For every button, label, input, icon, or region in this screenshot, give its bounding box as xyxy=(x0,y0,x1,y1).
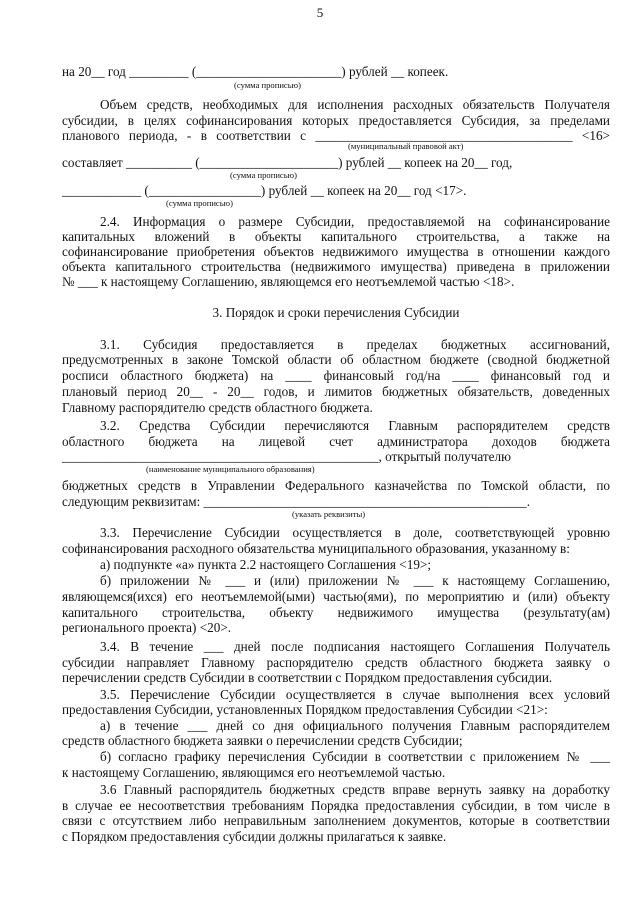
text-line: софинансирования расходного обязательства муниципального образования, указанному в: xyxy=(62,541,570,556)
text-line: б) согласно графику перечисления Субсидии в соответствии с приложением № ___ xyxy=(100,749,610,764)
text-line: Объем средств, необходимых для исполнения расходных обязательств Получателя xyxy=(100,97,610,112)
section-heading: 3. Порядок и сроки перечисления Субсидии xyxy=(212,305,460,320)
caption-requisites: (указать реквизиты) xyxy=(292,509,366,519)
text-line: субсидии направляет Главному распорядителю средств областного бюджета заявку о xyxy=(62,655,610,670)
text-line: ____________ (_________________) рублей __ копеек на 20__ год <17>. xyxy=(62,183,467,198)
text-line: № ___ к настоящему Соглашению, являющемся его неотъемлемой частью <18>. xyxy=(62,274,515,289)
text-line: предоставления Субсидии, установленных Порядком предоставления Субсидии <21>: xyxy=(62,702,548,717)
text-line: Главному распорядителю средств областного бюджета. xyxy=(62,400,373,415)
text-line: б) приложении № ___ и (или) приложении № ___ к настоящему Соглашению, xyxy=(100,573,610,588)
text-line: 3.2. Средства Субсидии перечисляются Главным распорядителем средств xyxy=(100,418,610,433)
text-line: а) в течение ___ дней со дня официального получения Главным распорядителем xyxy=(100,718,610,733)
caption-legal-act: (муниципальный правовой акт) xyxy=(348,141,464,151)
text-line: 2.4. Информация о размере Субсидии, предоставляемой на софинансирование xyxy=(100,214,610,229)
text-line: регионального проекта) <20>. xyxy=(62,620,232,635)
text-line: 3.4. В течение ___ дней после подписания настоящего Соглашения Получатель xyxy=(100,639,610,654)
text-line: на 20__ год _________ (______________________) рублей __ копеек. xyxy=(62,64,449,79)
text-line: перечислении средств Субсидии в соответствии с Порядком предоставления субсидии. xyxy=(62,670,553,685)
text-line: к настоящему Соглашению, являющимся его неотъемлемой частью. xyxy=(62,765,446,780)
text-line: составляет __________ (_____________________) рублей __ копеек на 20__ год, xyxy=(62,155,513,170)
text-line: а) подпункте «а» пункта 2.2 настоящего Соглашения <19>; xyxy=(100,557,432,572)
text-line: планового периода, - в соответствии с _______________________________________ <16> xyxy=(62,128,610,143)
text-line: бюджетных средств в Управлении Федерального казначейства по Томской области, по xyxy=(62,478,610,493)
text-line: областного бюджета на лицевой счет администратора доходов бюджета xyxy=(62,434,610,449)
text-line: 3.5. Перечисление Субсидии осуществляется в случае выполнения всех условий xyxy=(100,687,610,702)
page-number: 5 xyxy=(316,5,324,20)
text-line: с Порядком предоставления субсидии должны прилагаться к заявке. xyxy=(62,829,447,844)
text-line: объекта капитального строительства (недвижимого имущества) приведена в приложении xyxy=(62,259,610,274)
text-line: связи с отсутствием либо неправильным заполнением документов, которые в соответствии xyxy=(62,813,610,828)
text-line: ________________________________________________, открытый получателю xyxy=(62,449,511,464)
text-line: следующим реквизитам: _________________________________________________. xyxy=(62,494,531,509)
text-line: субсидии, в целях софинансирования которых предоставляется Субсидия, за пределами xyxy=(62,113,610,128)
text-line: плановый период 20__ - 20__ годов, и лимитов бюджетных обязательств, доведенных xyxy=(62,384,610,399)
caption-municipality-name: (наименование муниципального образования) xyxy=(146,464,315,474)
caption-amount-words: (сумма прописью) xyxy=(234,80,301,90)
text-line: предусмотренных в законе Томской области об областном бюджете (сводной бюджетной xyxy=(62,352,610,367)
text-line: в случае ее несоответствия требованиям Порядка предоставления субсидии, в том числе в xyxy=(62,798,610,813)
text-line: средств областного бюджета заявки о перечислении средств Субсидии; xyxy=(62,733,463,748)
text-line: 3.6 Главный распорядитель бюджетных средств вправе вернуть заявку на доработку xyxy=(100,782,610,797)
text-line: капитального строительства, объекту недвижимого имущества (результату(ам) xyxy=(62,605,610,620)
text-line: 3.3. Перечисление Субсидии осуществляется в доле, соответствующей уровню xyxy=(100,525,610,540)
text-line: росписи областного бюджета) на ____ финансовый год/на ____ финансовый год и xyxy=(62,368,610,383)
text-line: софинансирование приобретения объектов недвижимого имущества в отношении каждого xyxy=(62,244,610,259)
text-line: являющемся(ихся) его неотъемлемой(ыми) частью(ями), по мероприятию и (или) объекту xyxy=(62,589,610,604)
text-line: 3.1. Субсидия предоставляется в пределах бюджетных ассигнований, xyxy=(100,337,610,352)
caption-amount-words: (сумма прописью) xyxy=(230,170,297,180)
text-line: капитальных вложений в объекты капитального строительства, а также на xyxy=(62,229,610,244)
caption-amount-words: (сумма прописью) xyxy=(166,198,233,208)
